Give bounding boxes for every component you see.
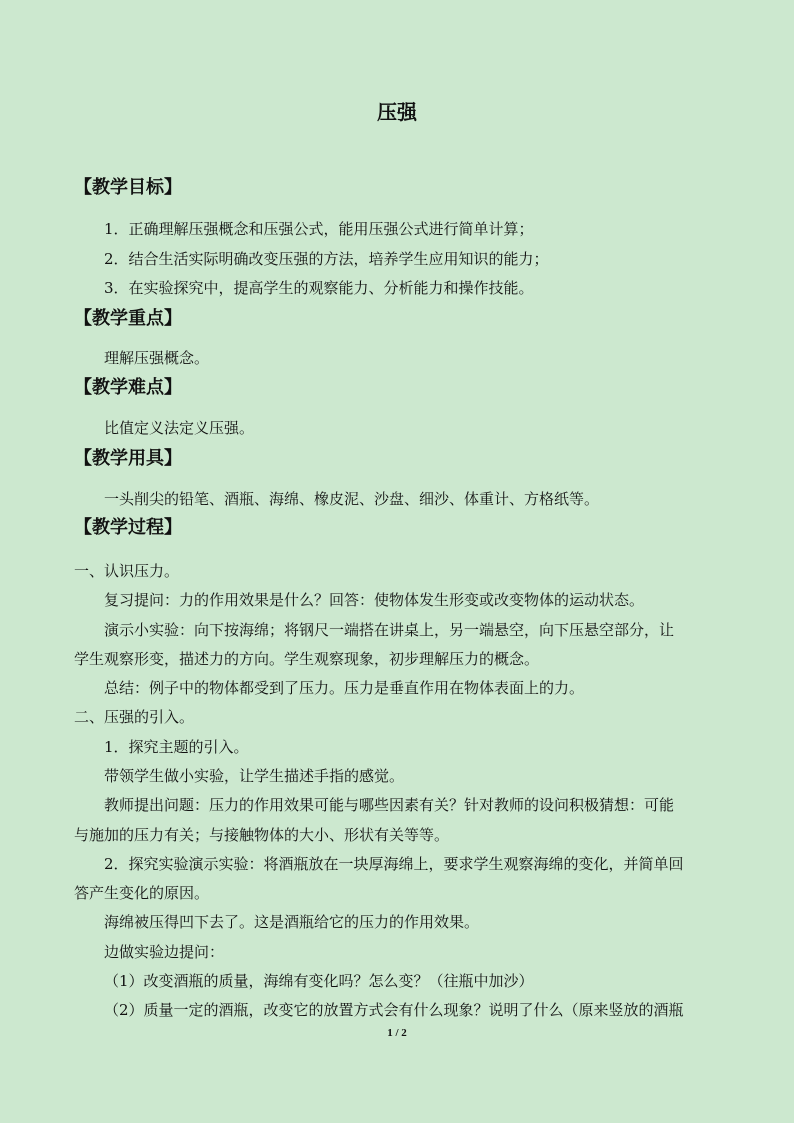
process-line: 带领学生做小实验，让学生描述手指的感觉。 (104, 767, 405, 785)
process-line: 边做实验边提问： (104, 943, 225, 961)
process-line: （1）改变酒瓶的质量，海绵有变化吗？怎么变？（往瓶中加沙） (104, 972, 534, 990)
process-line: 海绵被压得凹下去了。这是酒瓶给它的压力的作用效果。 (104, 913, 480, 931)
section-heading-key: 【教学重点】 (74, 308, 182, 329)
process-line: 与施加的压力有关；与接触物体的大小、形状有关等等。 (74, 826, 450, 844)
process-line: 教师提出问题：压力的作用效果可能与哪些因素有关？针对教师的设问积极猜想：可能 (104, 796, 675, 814)
document-title: 压强 (377, 100, 417, 124)
process-line: 二、压强的引入。 (74, 708, 195, 726)
goal-item: 2．结合生活实际明确改变压强的方法，培养学生应用知识的能力； (104, 250, 549, 268)
process-line: 2．探究实验演示实验：将酒瓶放在一块厚海绵上，要求学生观察海绵的变化，并简单回 (104, 855, 684, 873)
goal-item: 1．正确理解压强概念和压强公式，能用压强公式进行简单计算； (104, 220, 534, 238)
process-line: 答产生变化的原因。 (74, 884, 210, 902)
difficult-text: 比值定义法定义压强。 (104, 419, 255, 437)
process-line: 1．探究主题的引入。 (104, 738, 249, 756)
section-heading-goals: 【教学目标】 (74, 177, 182, 198)
process-line: （2）质量一定的酒瓶，改变它的放置方式会有什么现象？说明了什么（原来竖放的酒瓶 (104, 1001, 684, 1019)
key-text: 理解压强概念。 (104, 349, 210, 367)
section-heading-process: 【教学过程】 (74, 517, 182, 538)
section-heading-tools: 【教学用具】 (74, 448, 182, 469)
process-line: 复习提问：力的作用效果是什么？回答：使物体发生形变或改变物体的运动状态。 (104, 591, 645, 609)
process-line: 学生观察形变，描述力的方向。学生观察现象，初步理解压力的概念。 (74, 650, 540, 668)
goal-item: 3．在实验探究中，提高学生的观察能力、分析能力和操作技能。 (104, 279, 534, 297)
section-heading-difficult: 【教学难点】 (74, 377, 182, 398)
tools-text: 一头削尖的铅笔、酒瓶、海绵、橡皮泥、沙盘、细沙、体重计、方格纸等。 (104, 490, 600, 508)
process-line: 演示小实验：向下按海绵；将钢尺一端搭在讲桌上，另一端悬空，向下压悬空部分，让 (104, 621, 675, 639)
page-number: 1 / 2 (387, 1027, 407, 1039)
process-line: 总结：例子中的物体都受到了压力。压力是垂直作用在物体表面上的力。 (104, 679, 585, 697)
process-line: 一、认识压力。 (74, 562, 180, 580)
